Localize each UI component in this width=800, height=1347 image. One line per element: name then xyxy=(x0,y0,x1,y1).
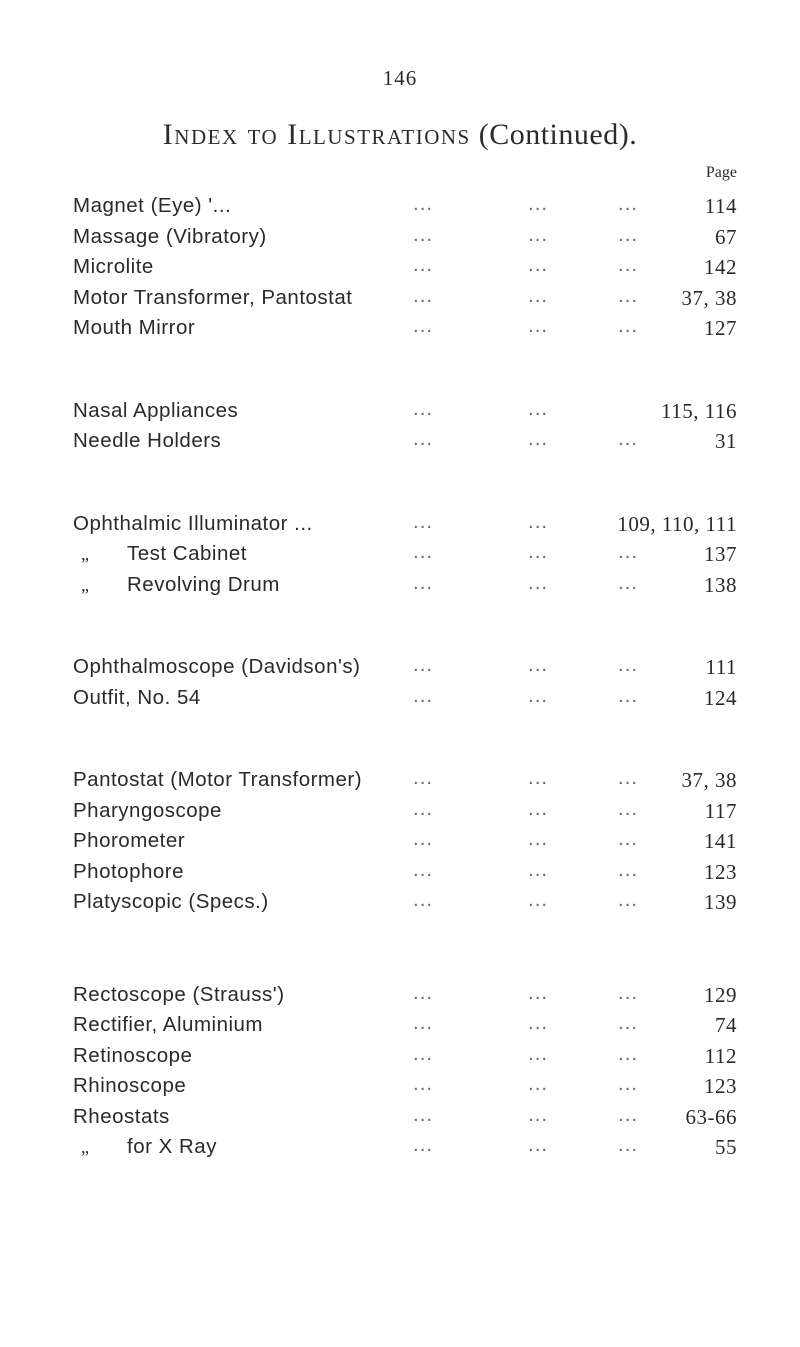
leader-dot-group: ... xyxy=(528,1072,549,1095)
leader-dot-group: ... xyxy=(618,253,639,276)
entry-label: Needle Holders xyxy=(73,429,222,452)
leader-dot-group: ... xyxy=(413,509,434,533)
leader-dot-group: ... xyxy=(618,683,639,707)
leader-dot-group: ... xyxy=(528,827,549,850)
leader-dot-group: ... xyxy=(528,253,549,276)
index-entry xyxy=(73,980,737,1011)
entry-label-text: Test Cabinet xyxy=(127,542,247,565)
entry-label: Pantostat (Motor Transformer) xyxy=(73,768,363,791)
leader-dot-group: ... xyxy=(618,653,639,676)
index-entry xyxy=(73,509,737,540)
leader-dot-group: ... xyxy=(528,888,549,911)
entry-page: 112 xyxy=(704,1043,737,1068)
entry-page: 111 xyxy=(705,655,737,679)
leader-dot-group: ... xyxy=(528,683,549,707)
leader-dot-group: ... xyxy=(413,766,434,789)
entry-page: 123 xyxy=(704,1074,737,1098)
index-entry xyxy=(73,826,737,857)
index-entry xyxy=(73,1102,737,1133)
entry-label: Retinoscope xyxy=(73,1043,193,1067)
entry-page: 67 xyxy=(715,224,737,249)
entry-page: 142 xyxy=(704,255,737,279)
entry-page: 139 xyxy=(704,890,737,914)
leader-dot-group: ... xyxy=(618,888,639,911)
leader-dot-group: ... xyxy=(618,427,639,450)
leader-dot-group: ... xyxy=(413,427,434,450)
index-entry xyxy=(73,796,737,827)
entry-label-text: Revolving Drum xyxy=(127,572,280,596)
index-group xyxy=(73,652,737,713)
leader-dot-group: ... xyxy=(618,1041,639,1065)
entry-label: Rheostats xyxy=(73,1104,170,1128)
leader-dot-group: ... xyxy=(528,796,549,820)
entry-label: Platyscopic (Specs.) xyxy=(73,890,269,913)
index-entry xyxy=(73,222,737,253)
entry-page: 55 xyxy=(715,1135,737,1159)
ditto-mark: „ xyxy=(81,544,90,564)
entry-label: Pharyngoscope xyxy=(73,798,222,822)
entry-page: 127 xyxy=(704,316,737,340)
index-list xyxy=(73,191,737,1163)
leader-dot-group: ... xyxy=(528,857,549,881)
index-entry xyxy=(73,652,737,683)
entry-label xyxy=(73,570,280,601)
leader-dot-group: ... xyxy=(618,796,639,820)
index-entry xyxy=(73,1010,737,1041)
leader-dot-group: ... xyxy=(528,540,549,563)
page-number: 146 xyxy=(382,66,418,90)
index-entry xyxy=(73,1041,737,1072)
leader-dot-group: ... xyxy=(528,222,549,246)
leader-dot-group: ... xyxy=(413,827,434,850)
leader-dot-group: ... xyxy=(618,192,639,215)
entry-label xyxy=(73,539,247,570)
leader-dot-group: ... xyxy=(413,683,434,707)
entry-label: Microlite xyxy=(73,255,154,278)
index-entry xyxy=(73,887,737,918)
entry-label: Magnet (Eye) '... xyxy=(73,194,232,217)
leader-dot-group: ... xyxy=(618,827,639,850)
leader-dot-group: ... xyxy=(528,396,549,420)
index-entry xyxy=(73,1132,737,1163)
leader-dot-group: ... xyxy=(413,1102,434,1126)
entry-label: Rhinoscope xyxy=(73,1074,187,1097)
entry-page: 123 xyxy=(704,859,737,884)
entry-page: 115, 116 xyxy=(661,398,737,423)
leader-dot-group: ... xyxy=(618,1102,639,1126)
leader-dot-group: ... xyxy=(618,1133,639,1156)
ditto-mark: „ xyxy=(81,1137,90,1157)
leader-dot-group: ... xyxy=(413,1041,434,1065)
entry-page: 137 xyxy=(704,542,737,566)
entry-page: 31 xyxy=(715,429,737,453)
leader-dot-group: ... xyxy=(618,283,639,307)
page-title xyxy=(0,118,800,152)
leader-dot-group: ... xyxy=(413,796,434,820)
entry-page: 63-66 xyxy=(685,1104,737,1129)
entry-label: Ophthalmic Illuminator ... xyxy=(73,511,313,535)
ditto-mark: „ xyxy=(81,574,90,595)
entry-label: Rectoscope (Strauss') xyxy=(73,982,285,1006)
entry-page: 37, 38 xyxy=(681,285,737,310)
entry-label xyxy=(73,1132,217,1163)
leader-dot-group: ... xyxy=(413,192,434,215)
index-group xyxy=(73,191,737,344)
leader-dot-group: ... xyxy=(413,653,434,676)
index-entry xyxy=(73,765,737,796)
index-entry xyxy=(73,191,737,222)
index-group xyxy=(73,980,737,1163)
title-main: Index to Illustrations xyxy=(162,118,471,151)
leader-dot-group: ... xyxy=(618,222,639,246)
leader-dot-group: ... xyxy=(528,283,549,307)
index-entry xyxy=(73,313,737,344)
entry-label: Ophthalmoscope (Davidson's) xyxy=(73,655,361,678)
leader-dot-group: ... xyxy=(528,1102,549,1126)
entry-page: 124 xyxy=(704,685,737,710)
entry-label: Mouth Mirror xyxy=(73,316,196,339)
leader-dot-group: ... xyxy=(413,314,434,337)
leader-dot-group: ... xyxy=(528,653,549,676)
index-entry xyxy=(73,252,737,283)
leader-dot-group: ... xyxy=(413,1011,434,1034)
index-group xyxy=(73,396,737,457)
entry-label: Nasal Appliances xyxy=(73,398,239,422)
index-entry xyxy=(73,1071,737,1102)
entry-page: 109, 110, 111 xyxy=(617,511,737,536)
entry-label-text: for X Ray xyxy=(127,1135,217,1158)
leader-dot-group: ... xyxy=(618,857,639,881)
entry-page: 74 xyxy=(715,1013,737,1037)
leader-dot-group: ... xyxy=(413,283,434,307)
index-entry xyxy=(73,426,737,457)
leader-dot-group: ... xyxy=(618,766,639,789)
leader-dot-group: ... xyxy=(413,540,434,563)
leader-dot-group: ... xyxy=(528,766,549,789)
leader-dot-group: ... xyxy=(618,1072,639,1095)
leader-dot-group: ... xyxy=(618,314,639,337)
index-entry xyxy=(73,683,737,714)
leader-dot-group: ... xyxy=(528,509,549,533)
index-entry xyxy=(73,283,737,314)
leader-dot-group: ... xyxy=(413,1072,434,1095)
leader-dot-group: ... xyxy=(413,857,434,881)
entry-page: 114 xyxy=(704,194,737,218)
leader-dot-group: ... xyxy=(413,253,434,276)
entry-label: Phorometer xyxy=(73,829,186,852)
leader-dot-group: ... xyxy=(618,540,639,563)
leader-dot-group: ... xyxy=(528,192,549,215)
leader-dot-group: ... xyxy=(528,1041,549,1065)
leader-dot-group: ... xyxy=(413,1133,434,1156)
leader-dot-group: ... xyxy=(528,427,549,450)
entry-page: 138 xyxy=(704,572,737,597)
title-suffix: (Continued). xyxy=(478,118,638,151)
page-column-header: Page xyxy=(705,164,737,181)
leader-dot-group: ... xyxy=(413,396,434,420)
leader-dot-group: ... xyxy=(413,888,434,911)
index-entry xyxy=(73,539,737,570)
leader-dot-group: ... xyxy=(413,570,434,594)
leader-dot-group: ... xyxy=(618,980,639,1004)
index-entry xyxy=(73,570,737,601)
leader-dot-group: ... xyxy=(528,1133,549,1156)
entry-label: Motor Transformer, Pantostat xyxy=(73,285,353,309)
entry-page: 129 xyxy=(704,982,737,1007)
index-entry xyxy=(73,396,737,427)
leader-dot-group: ... xyxy=(528,1011,549,1034)
entry-label: Photophore xyxy=(73,859,185,883)
leader-dot-group: ... xyxy=(528,980,549,1004)
leader-dot-group: ... xyxy=(413,222,434,246)
leader-dot-group: ... xyxy=(618,570,639,594)
index-entry xyxy=(73,857,737,888)
leader-dot-group: ... xyxy=(618,1011,639,1034)
leader-dot-group: ... xyxy=(528,314,549,337)
entry-page: 37, 38 xyxy=(681,768,737,792)
entry-label: Massage (Vibratory) xyxy=(73,224,267,248)
entry-label: Rectifier, Aluminium xyxy=(73,1013,264,1036)
index-group xyxy=(73,765,737,918)
index-group xyxy=(73,509,737,601)
entry-page: 141 xyxy=(704,829,737,853)
leader-dot-group: ... xyxy=(413,980,434,1004)
entry-label: Outfit, No. 54 xyxy=(73,685,201,709)
leader-dot-group: ... xyxy=(528,570,549,594)
entry-page: 117 xyxy=(704,798,737,823)
